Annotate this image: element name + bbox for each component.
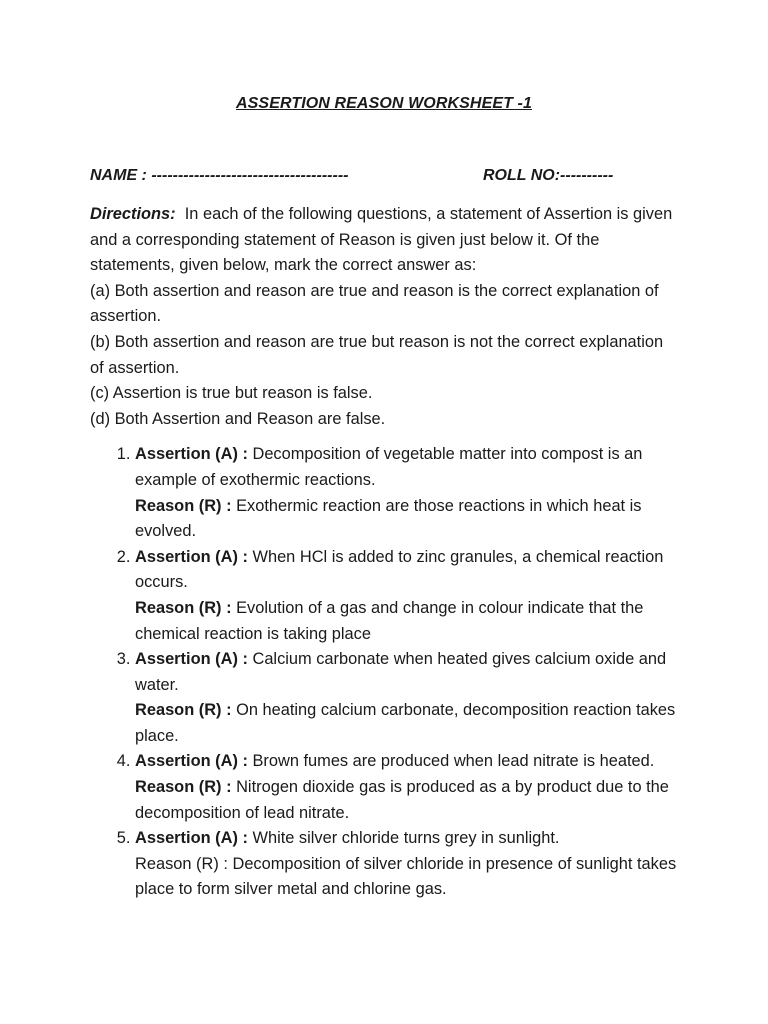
reason-text: Nitrogen dioxide gas is produced as a by product due to the decomposition of lead nitrate. (135, 778, 669, 822)
question-list (90, 442, 680, 903)
assertion-label: Assertion (A) : (135, 547, 248, 566)
assertion-text: When HCl is added to zinc granules, a chemical reaction occurs. (135, 547, 664, 592)
option-b: (b) Both assertion and reason are true but reason is not the correct explanation of assertion. (90, 332, 664, 377)
question-item (135, 826, 680, 903)
directions-text: In each of the following questions, a statement of Assertion is given and a corresponding statement of Reason is given just below it. Of the statements, given below, mark the correct answer as: (90, 205, 673, 275)
worksheet-body (90, 202, 680, 903)
assertion-text: Brown fumes are produced when lead nitrate is heated. (252, 752, 655, 771)
reason-text: On heating calcium carbonate, decomposition reaction takes place. (135, 701, 676, 745)
reason-text: Exothermic reaction are those reactions in which heat is evolved. (135, 496, 642, 541)
directions-paragraph (90, 202, 680, 279)
assertion-text: Calcium carbonate when heated gives calcium oxide and water. (135, 650, 667, 694)
option-d: (d) Both Assertion and Reason are false. (90, 409, 386, 428)
question-item (135, 647, 680, 749)
reason-label: Reason (R) : (135, 854, 228, 873)
question-item (135, 442, 680, 544)
assertion-text: White silver chloride turns grey in sunlight. (252, 829, 560, 848)
assertion-label: Assertion (A) : (135, 752, 248, 771)
question-item (135, 545, 680, 647)
option-a: (a) Both assertion and reason are true and reason is the correct explanation of assertion. (90, 281, 659, 326)
name-field-label: NAME : ------------------------------------- (90, 167, 349, 184)
assertion-text: Decomposition of vegetable matter into compost is an example of exothermic reactions. (135, 445, 643, 489)
question-item (135, 749, 680, 826)
reason-text: Decomposition of silver chloride in presence of sunlight takes place to form silver metal and chlorine gas. (135, 854, 677, 899)
reason-label: Reason (R) : (135, 496, 232, 515)
assertion-label: Assertion (A) : (135, 445, 248, 464)
reason-text: Evolution of a gas and change in colour indicate that the chemical reaction is taking place (135, 598, 644, 643)
assertion-label: Assertion (A) : (135, 650, 248, 669)
worksheet-title: ASSERTION REASON WORKSHEET -1 (236, 95, 532, 112)
option-c: (c) Assertion is true but reason is false. (90, 384, 373, 403)
directions-label: Directions: (90, 205, 176, 223)
name-roll-row (90, 167, 690, 185)
assertion-label: Assertion (A) : (135, 829, 248, 848)
reason-label: Reason (R) : (135, 778, 232, 797)
roll-no-field-label: ROLL NO:---------- (483, 167, 614, 184)
reason-label: Reason (R) : (135, 598, 232, 617)
reason-label: Reason (R) : (135, 701, 232, 720)
